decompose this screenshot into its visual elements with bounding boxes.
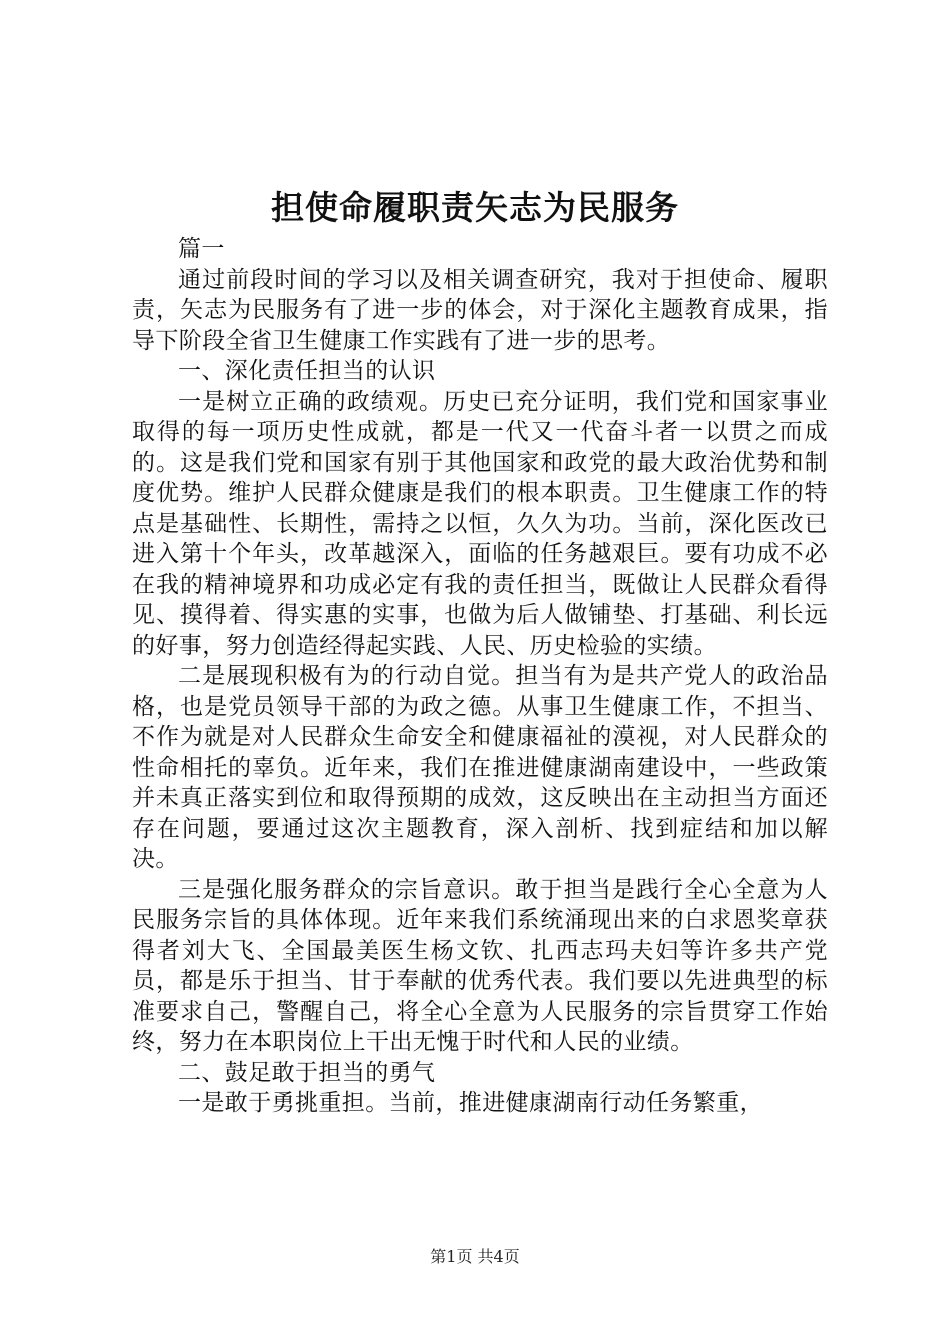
paragraph-1-3: 三是强化服务群众的宗旨意识。敢于担当是践行全心全意为人民服务宗旨的具体体现。近年来我们系统涌现出来的白求恩奖章获得者刘大飞、全国最美医生杨文钦、扎西志玛夫妇等许多共产党员，都是乐于担当、甘于奉献的优秀代表。我们要以先进典型的标准要求自己，警醒自己，将全心全意为人民服务的宗旨贯穿工作始终，努力在本职岗位上干出无愧于时代和人民的业绩。 xyxy=(132,876,828,1055)
paragraph-1-2: 二是展现积极有为的行动自觉。担当有为是共产党人的政治品格，也是党员领导干部的为政之德。从事卫生健康工作，不担当、不作为就是对人民群众生命安全和健康福祉的漠视，对人民群众的性命相托的辜负。近年来，我们在推进健康湖南建设中，一些政策并未真正落实到位和取得预期的成效，这反映出在主动担当方面还存在问题，要通过这次主题教育，深入剖析、找到症结和加以解决。 xyxy=(132,663,828,872)
paragraph-1-1: 一是树立正确的政绩观。历史已充分证明，我们党和国家事业取得的每一项历史性成就，都是一代又一代奋斗者一以贯之而成的。这是我们党和国家有别于其他国家和政党的最大政治优势和制度优势。维护人民群众健康是我们的根本职责。卫生健康工作的特点是基础性、长期性，需持之以恒，久久为功。当前，深化医改已进入第十个年头，改革越深入，面临的任务越艰巨。要有功成不必在我的精神境界和功成必定有我的责任担当，既做让人民群众看得见、摸得着、得实惠的实事，也做为后人做铺垫、打基础、利长远的好事，努力创造经得起实践、人民、历史检验的实绩。 xyxy=(132,388,828,659)
section-label: 篇一 xyxy=(178,236,225,262)
page-footer: 第1页 共4页 xyxy=(430,1247,520,1266)
paragraph-intro: 通过前段时间的学习以及相关调查研究，我对于担使命、履职责，矢志为民服务有了进一步的体会，对于深化主题教育成果，指导下阶段全省卫生健康工作实践有了进一步的思考。 xyxy=(132,266,828,354)
document-body xyxy=(132,234,828,1119)
section-heading-2: 二、鼓足敢于担当的勇气 xyxy=(178,1059,436,1086)
paragraph-2-1: 一是敢于勇挑重担。当前，推进健康湖南行动任务繁重， xyxy=(178,1090,763,1116)
document-title: 担使命履职责矢志为民服务 xyxy=(271,188,679,227)
section-heading-1: 一、深化责任担当的认识 xyxy=(178,358,436,384)
